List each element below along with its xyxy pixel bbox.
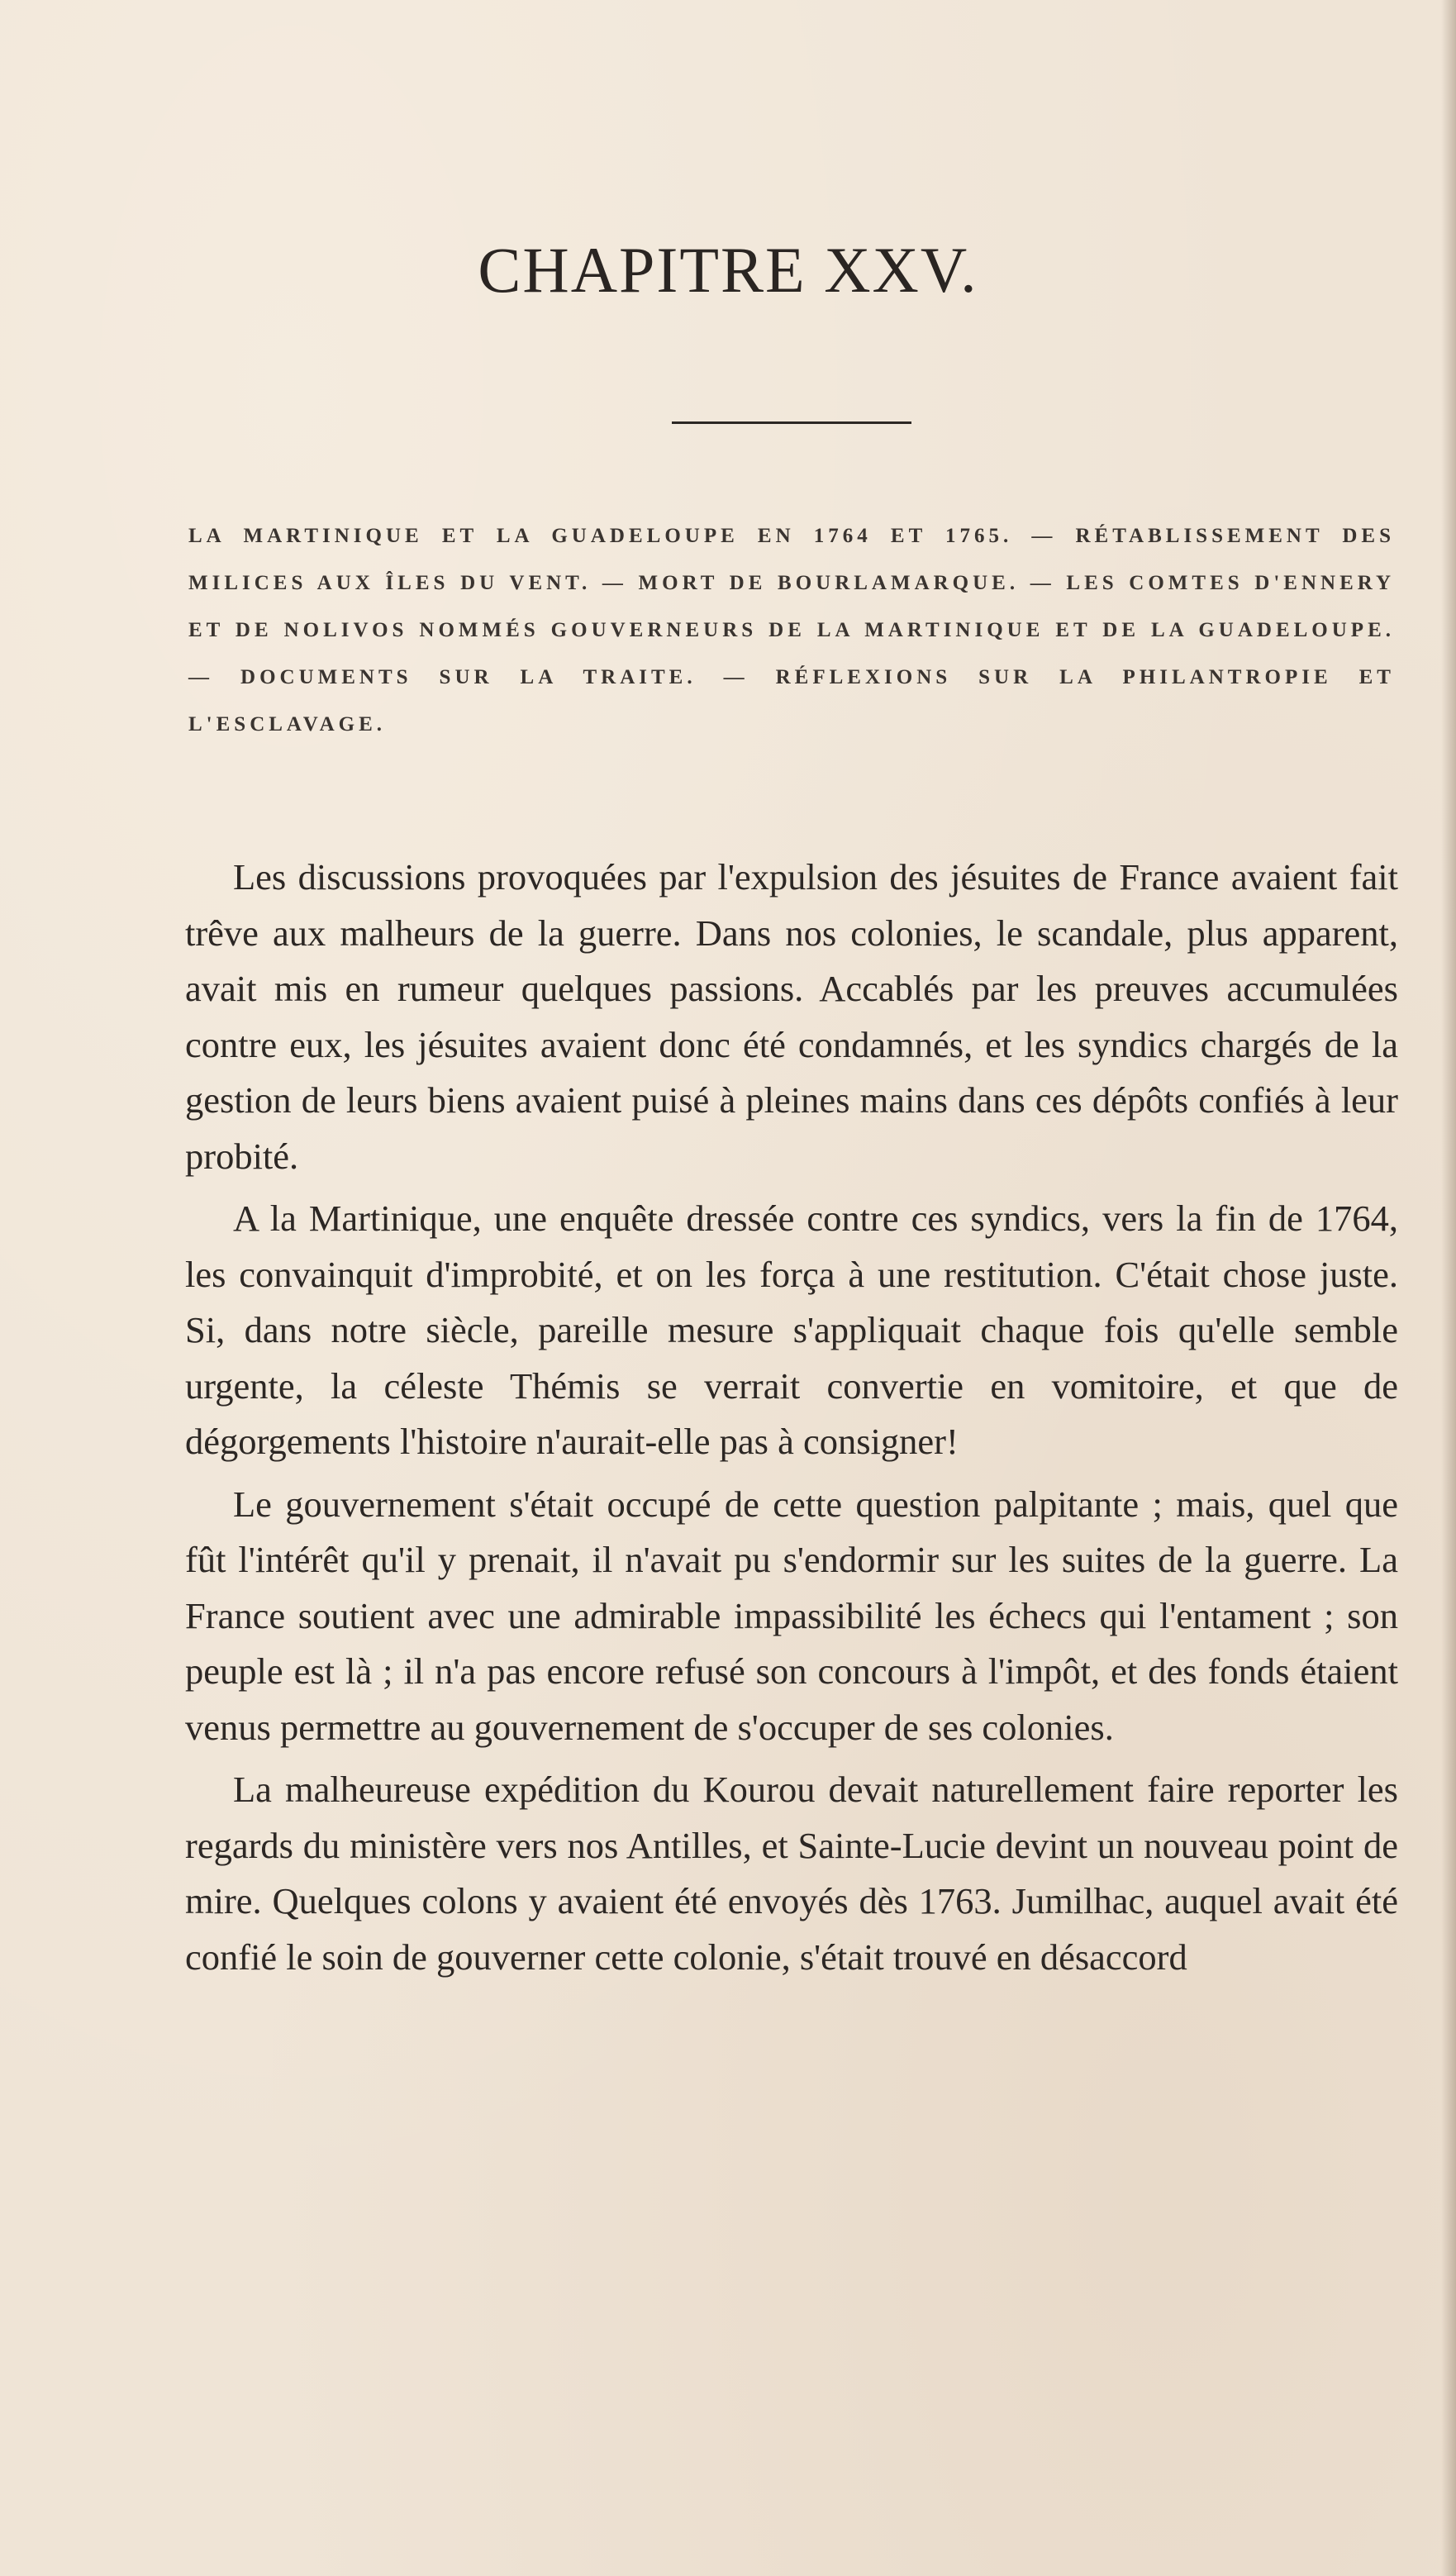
- paragraph: Le gouvernement s'était occupé de cette question palpitante ; mais, quel que fût l'intérêt qu'il y prenait, il n'avait pu s'endormir sur les suites de la guerre. La France soutient avec une admirable impassibilité les échecs qui l'entament ; son peuple est là ; il n'a pas encore refusé son concours à l'impôt, et des fonds étaient venus permettre au gouvernement de s'occuper de ses colonies.: [185, 1483, 1398, 1748]
- body-text: [185, 850, 1398, 1992]
- page-edge-shadow: [1441, 0, 1456, 2576]
- paragraph: A la Martinique, une enquête dressée contre ces syndics, vers la fin de 1764, les convainquit d'improbité, et on les força à une restitution. C'était chose juste. Si, dans notre siècle, pareille mesure s'appliquait chaque fois qu'elle semble urgente, la céleste Thémis se verrait convertie en vomitoire, et que de dégorgements l'histoire n'aurait-elle pas à consigner!: [185, 1198, 1398, 1462]
- chapter-summary: LA MARTINIQUE ET LA GUADELOUPE EN 1764 ET 1765. — RÉTABLISSEMENT DES MILICES AUX ÎLES DU VENT. — MORT DE BOURLAMARQUE. — LES COMTES D'ENNERY ET DE NOLIVOS NOMMÉS GOUVERNEURS DE LA MARTINIQUE ET DE LA GUADELOUPE. — DOCUMENTS SUR LA TRAITE. — RÉFLEXIONS SUR LA PHILANTROPIE ET L'ESCLAVAGE.: [188, 525, 1395, 736]
- paragraph: Les discussions provoquées par l'expulsion des jésuites de France avaient fait trêve aux malheurs de la guerre. Dans nos colonies, le scandale, plus apparent, avait mis en rumeur quelques passions. Accablés par les preuves accumulées contre eux, les jésuites avaient donc été condamnés, et les syndics chargés de la gestion de leurs biens avaient puisé à pleines mains dans ces dépôts confiés à leur probité.: [185, 856, 1398, 1177]
- chapter-title: CHAPITRE XXV.: [478, 234, 978, 306]
- paragraph: La malheureuse expédition du Kourou devait naturellement faire reporter les regards du ministère vers nos Antilles, et Sainte-Lucie devint un nouveau point de mire. Quelques colons y avaient été envoyés dès 1763. Jumilhac, auquel avait été confié le soin de gouverner cette colonie, s'était trouvé en désaccord: [185, 1769, 1398, 1978]
- title-rule: [672, 421, 911, 424]
